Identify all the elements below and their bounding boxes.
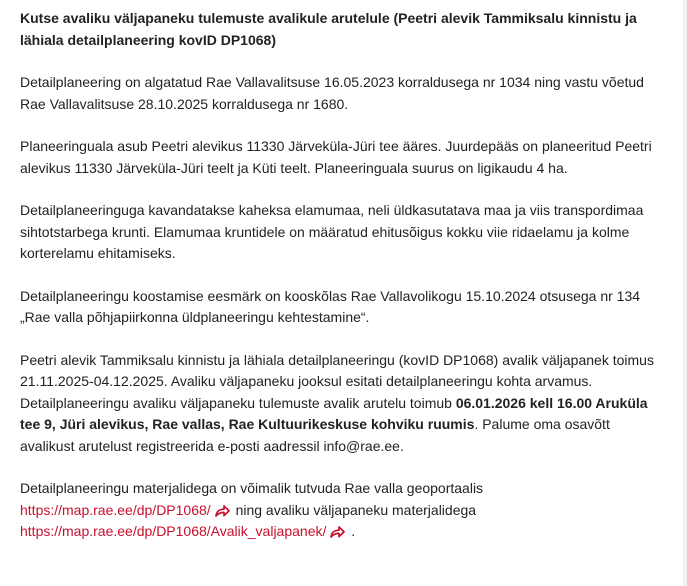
paragraph-location: Planeeringuala asub Peetri alevikus 11330 Järveküla-Jüri tee ääres. Juurdepääs on planeeritud Peetri alevikus 11330 Järveküla-Jüri teelt ja Küti teelt. Planeeringuala suurus on ligikaudu 4 ha.: [20, 138, 652, 176]
paragraph-plots: Detailplaneeringuga kavandatakse kaheksa elamumaa, neli üldkasutatava maa ja viis transpordimaa sihtotstarbega krunti. Elamumaa kruntidele on määratud ehitusõigus kokku viie ridaelamu ja kolme korterelamu ehitamiseks.: [20, 202, 644, 261]
external-link-icon[interactable]: [215, 505, 230, 517]
materials-end-text: .: [347, 523, 356, 539]
meeting-details: 06.01.2026 kell 16.00 Aruküla tee 9, Jüri alevikus, Rae vallas, Rae Kultuurikeskuse kohviku ruumis: [20, 394, 648, 432]
paragraph-purpose: Detailplaneeringu koostamise eesmärk on kooskõlas Rae Vallavolikogu 15.10.2024 otsusega nr 134 „Rae valla põhjapiirkonna üldplaneeringu kehtestamine“.: [20, 287, 641, 325]
public-display-materials-link[interactable]: https://map.rae.ee/dp/DP1068/Avalik_valjapanek/: [20, 523, 327, 539]
materials-middle-text: ning avaliku väljapaneku materjalidega: [231, 501, 477, 518]
paragraph-initiation: Detailplaneering on algatatud Rae Vallavalitsuse 16.05.2023 korraldusega nr 1034 ning vastu võetud Rae Vallavalitsuse 28.10.2025 korraldusega nr 1680.: [20, 74, 644, 112]
public-display-text: Peetri alevik Tammiksalu kinnistu ja lähiala detailplaneeringu (kovID DP1068) avalik väljapanek toimus 21.11.2025-04.12.2025. Avaliku väljapaneku jooksul esitati detailplaneeringu kohta arvamus. Detailplaneeringu avaliku väljapaneku tulemuste avalik arutelu toimub: [20, 351, 654, 411]
paragraph-public-display: [20, 350, 660, 458]
page-title: Kutse avaliku väljapaneku tulemuste avalikule arutelule (Peetri alevik Tammiksalu kinnistu ja lähiala detailplaneering kovID DP1068): [20, 10, 637, 48]
materials-text: Detailplaneeringu materjalidega on võimalik tutvuda Rae valla geoportaalis: [20, 480, 484, 496]
registration-text: . Palume oma osavõtt avalikust arutelust registreerida e-posti aadressil info@rae.ee.: [20, 416, 610, 454]
geoportal-link[interactable]: https://map.rae.ee/dp/DP1068/: [20, 501, 211, 518]
paragraph-materials: [20, 478, 660, 543]
scrollbar-track[interactable]: [683, 0, 687, 586]
external-link-icon[interactable]: [330, 526, 345, 538]
article: [20, 8, 660, 564]
